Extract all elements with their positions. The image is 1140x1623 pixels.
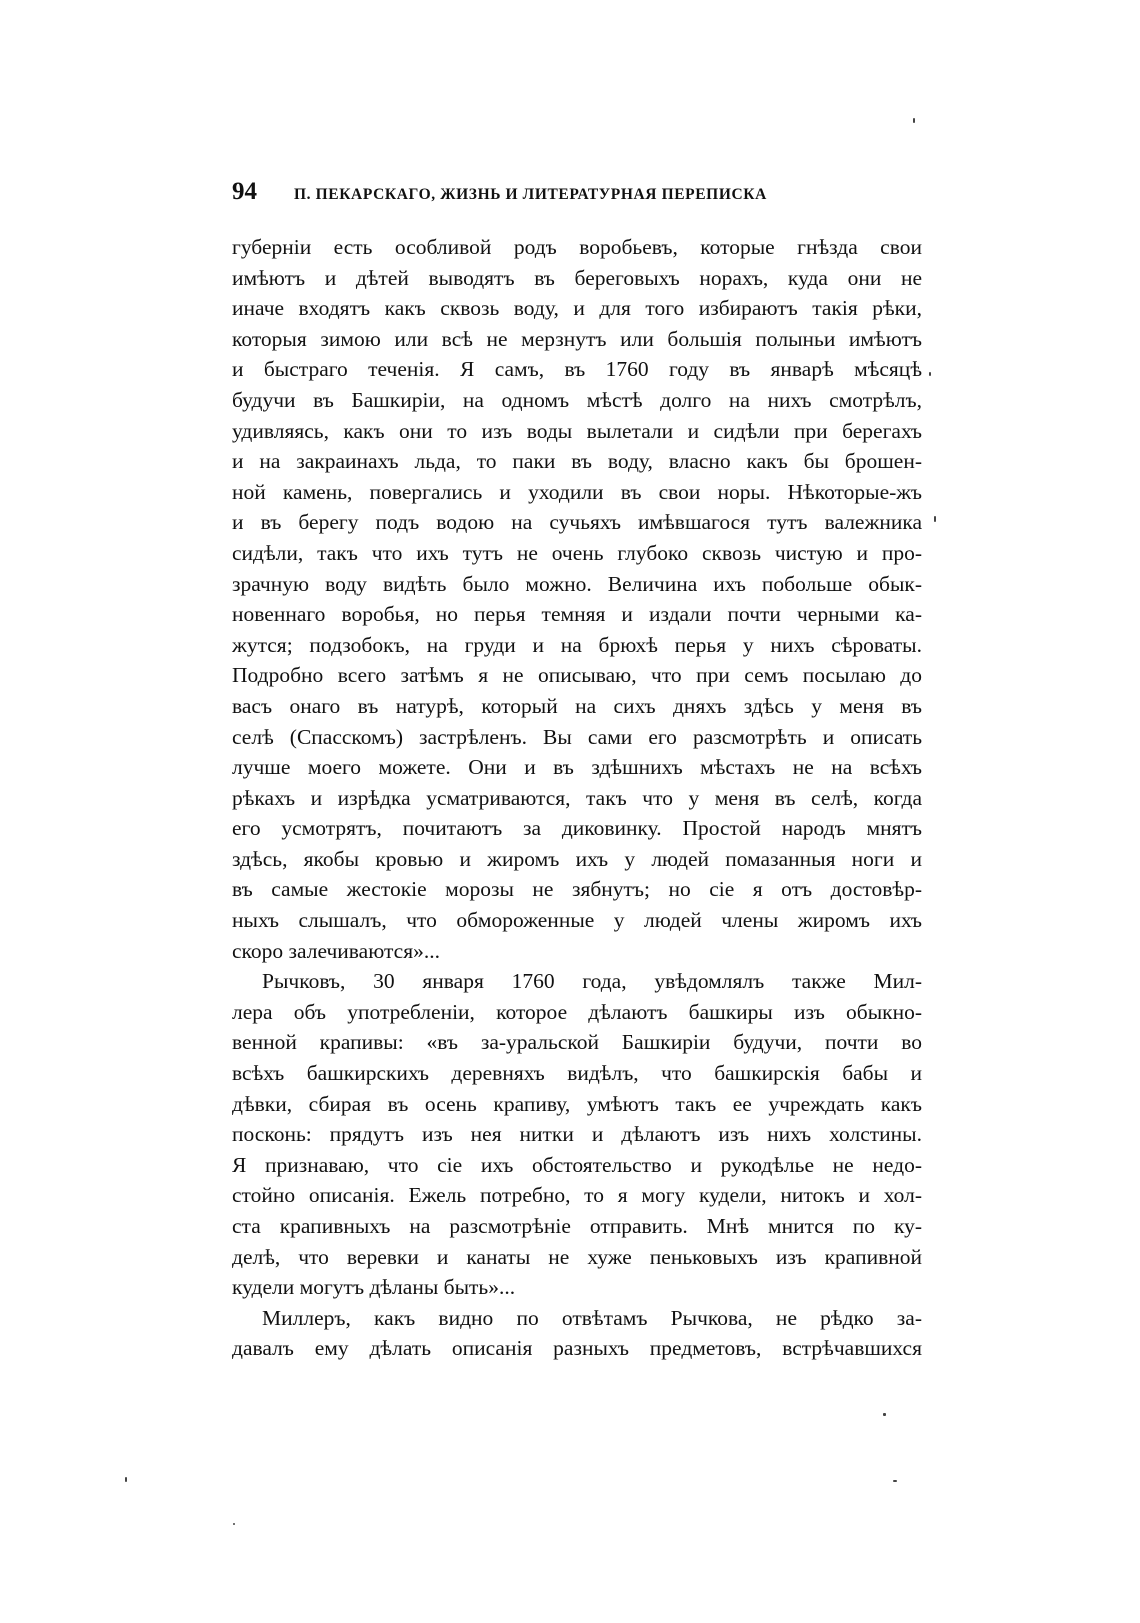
text-line: имѣютъ и дѣтей выводятъ въ береговыхъ норахъ, куда они не — [232, 265, 922, 290]
text-line: и въ берегу подъ водою на сучьяхъ имѣвшагося тутъ валежника — [232, 510, 922, 535]
text-line: скоро залечиваются»... — [232, 938, 440, 963]
text-line: жутся; подзобокъ, на груди и на брюхѣ перья у нихъ сѣроваты. — [232, 632, 922, 657]
text-line: которыя зимою или всѣ не мерзнутъ или большія полыньи имѣютъ — [232, 326, 922, 351]
text-line: Я признаваю, что сіе ихъ обстоятельство и рукодѣлье не недо- — [232, 1152, 922, 1177]
scan-speck — [934, 516, 936, 522]
text-line: селѣ (Спасскомъ) застрѣленъ. Вы сами его разсмотрѣть и описать — [232, 724, 922, 749]
body-text — [232, 232, 922, 1364]
scan-speck — [893, 1480, 897, 1482]
text-line: зрачную воду видѣть было можно. Величина ихъ побольше обык- — [232, 571, 922, 596]
text-line: посконь: прядутъ изъ нея нитки и дѣлаютъ изъ нихъ холстины. — [232, 1122, 922, 1147]
text-line: губерніи есть особливой родъ воробьевъ, которые гнѣзда свои — [232, 235, 922, 259]
text-line: всѣхъ башкирскихъ деревняхъ видѣлъ, что башкирскія бабы и — [232, 1061, 922, 1086]
scan-speck — [233, 1523, 235, 1525]
page-header — [232, 178, 932, 214]
text-line: въ самые жестокіе морозы не зябнутъ; но сіе я отъ достовѣр- — [232, 877, 922, 902]
text-line: будучи въ Башкиріи, на одномъ мѣстѣ долго на нихъ смотрѣлъ, — [232, 387, 922, 412]
scan-speck — [125, 1477, 127, 1482]
page-number: 94 — [232, 178, 257, 205]
text-line: сидѣли, такъ что ихъ тутъ не очень глубоко сквозь чистую и про- — [232, 540, 922, 565]
scan-speck — [883, 1413, 886, 1416]
text-line: иначе входятъ какъ сквозь воду, и для того избираютъ такія рѣки, — [232, 296, 922, 321]
scan-speck — [913, 118, 915, 123]
text-line: ныхъ слышалъ, что обмороженные у людей члены жиромъ ихъ — [232, 908, 922, 933]
text-line: Рычковъ, 30 января 1760 года, увѣдомлялъ также Мил- — [262, 969, 922, 994]
text-line: лера объ употребленіи, которое дѣлаютъ башкиры изъ обыкно- — [232, 999, 922, 1024]
text-line: давалъ ему дѣлать описанія разныхъ предметовъ, встрѣчавшихся — [232, 1336, 922, 1361]
running-head: П. ПЕКАРСКАГО, ЖИЗНЬ И ЛИТЕРАТУРНАЯ ПЕРЕПИСКА — [294, 186, 767, 203]
text-line: ной камень, повергались и уходили въ свои норы. Нѣкоторые-жъ — [232, 479, 922, 504]
text-line: венной крапивы: «въ за-уральской Башкиріи будучи, почти во — [232, 1030, 922, 1055]
text-line: удивляясь, какъ они то изъ воды вылетали и сидѣли при берегахъ — [232, 418, 922, 443]
text-line: здѣсь, якобы кровью и жиромъ ихъ у людей помазанныя ноги и — [232, 846, 922, 871]
text-line: Миллеръ, какъ видно по отвѣтамъ Рычкова, не рѣдко за- — [262, 1305, 922, 1330]
text-line: ста крапивныхъ на разсмотрѣніе отправить. Мнѣ мнится по ку- — [232, 1214, 922, 1238]
text-line: делѣ, что веревки и канаты не хуже пеньковыхъ изъ крапивной — [232, 1244, 922, 1269]
text-line: Подробно всего затѣмъ я не описываю, что при семъ посылаю до — [232, 663, 922, 688]
text-line: новеннаго воробья, но перья темняя и издали почти черными ка- — [232, 602, 922, 627]
text-line: стойно описанія. Ежель потребно, то я могу кудели, нитокъ и хол- — [232, 1183, 922, 1208]
text-line: и быстраго теченія. Я самъ, въ 1760 году въ январѣ мѣсяцѣ — [232, 357, 922, 382]
text-line: дѣвки, сбирая въ осень крапиву, умѣютъ такъ ее учреждать какъ — [232, 1091, 922, 1116]
text-line: и на закраинахъ льда, то паки въ воду, власно какъ бы брошен- — [232, 449, 922, 474]
scan-speck — [929, 372, 931, 376]
text-line: его усмотрятъ, почитаютъ за диковинку. Простой народъ мнятъ — [232, 816, 922, 841]
text-line: кудели могутъ дѣланы быть»... — [232, 1275, 516, 1300]
text-line: рѣкахъ и изрѣдка усматриваются, такъ что у меня въ селѣ, когда — [232, 785, 922, 810]
text-line: лучше моего можете. Они и въ здѣшнихъ мѣстахъ не на всѣхъ — [232, 755, 922, 780]
text-line: васъ онаго въ натурѣ, который на сихъ дняхъ здѣсь у меня въ — [232, 693, 922, 718]
